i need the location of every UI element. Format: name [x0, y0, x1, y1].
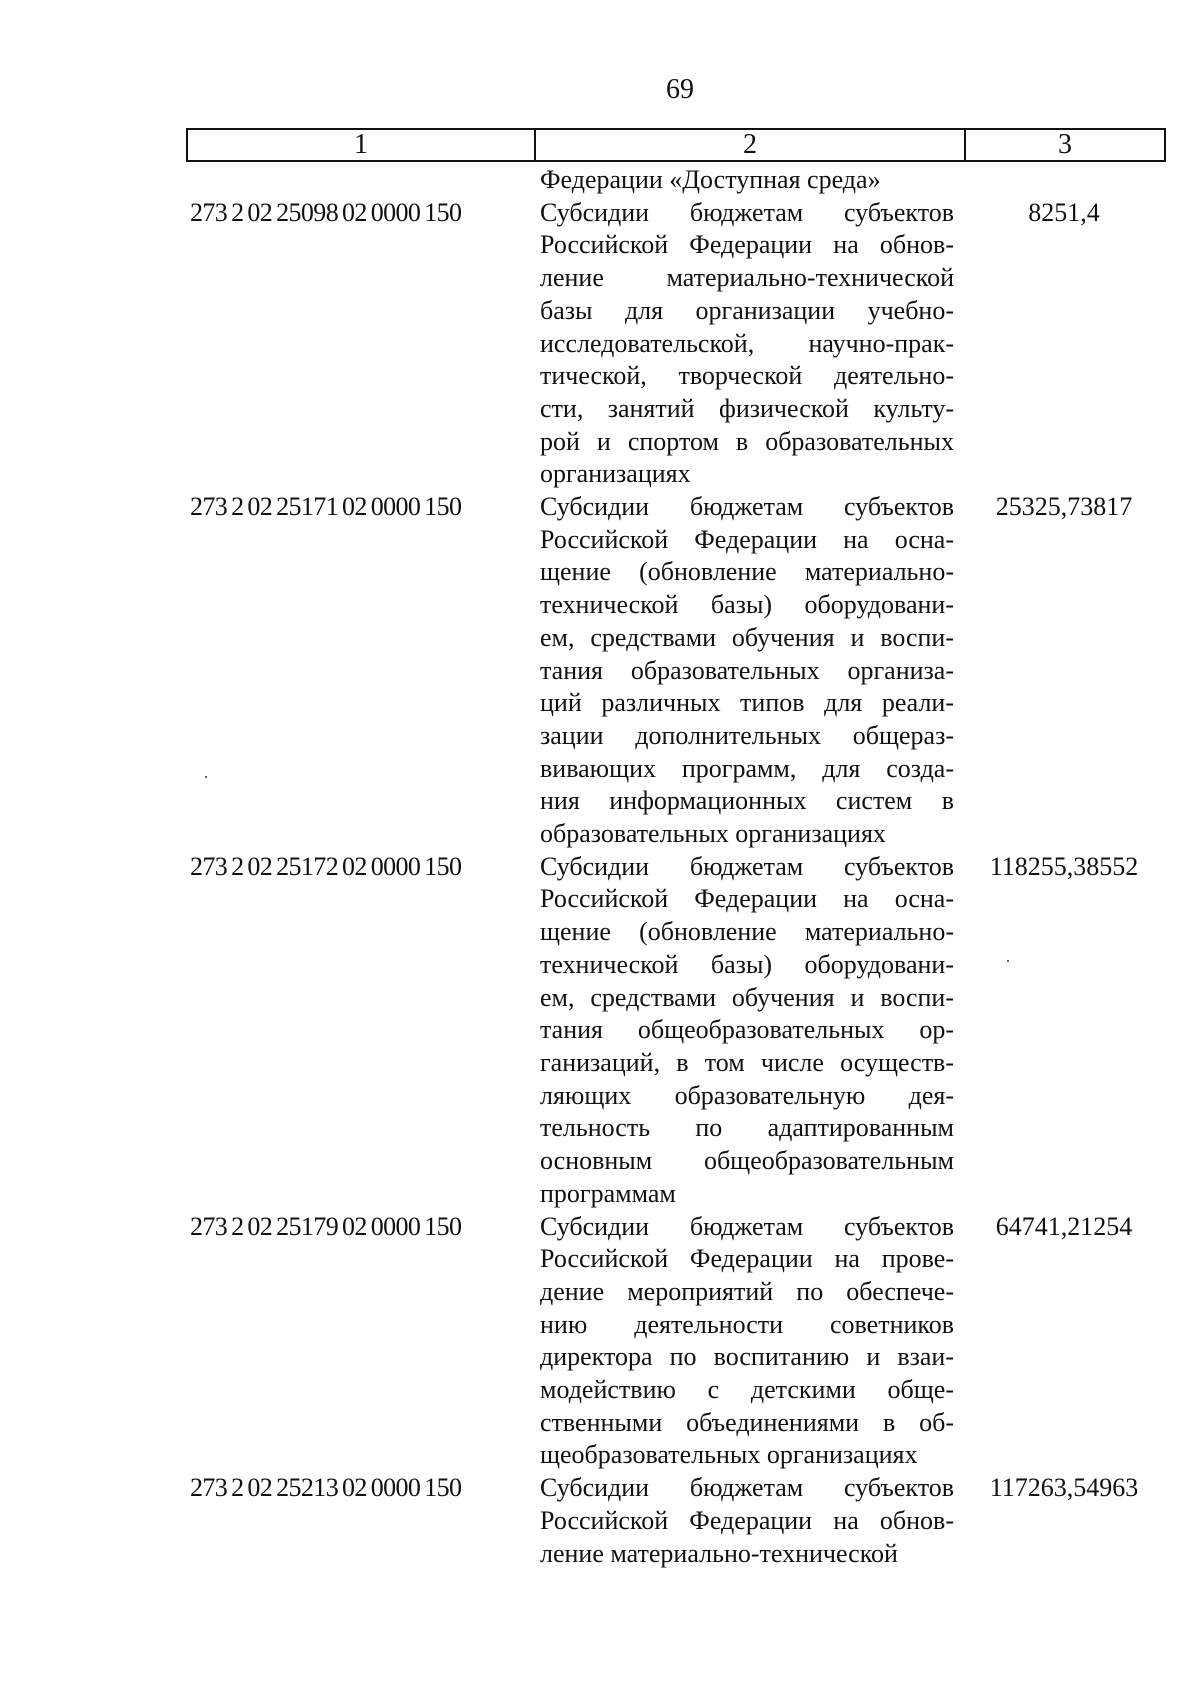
table-row — [186, 851, 1166, 1211]
description-line: ление материально-технической — [540, 263, 954, 293]
amount-cell: 64741,21254 — [995, 1211, 1133, 1241]
code-cell: 273 2 02 25213 02 0000 150 — [190, 1473, 462, 1503]
code-cell: 273 2 02 25179 02 0000 150 — [190, 1211, 462, 1241]
description-line: директора по воспитанию и взаи- — [540, 1342, 954, 1372]
description-line: сти, занятий физической культу- — [540, 393, 954, 423]
description-cell — [534, 851, 954, 1211]
description-line: ляющих образовательную дея- — [540, 1080, 954, 1110]
continuation-row — [186, 164, 1166, 197]
description-line: Субсидии бюджетам субъектов — [540, 492, 954, 522]
scan-speck — [1007, 960, 1009, 962]
header-col-1: 1 — [188, 130, 536, 160]
description-line: дение мероприятий по обеспече- — [540, 1276, 954, 1306]
description-line: ление материально-технической — [540, 1538, 898, 1568]
description-line: технической базы) оборудовани- — [540, 590, 954, 620]
description-line: щеобразовательных организациях — [540, 1440, 918, 1470]
scan-speck — [205, 776, 207, 778]
table-body — [186, 164, 1166, 1570]
header-col-2: 2 — [536, 130, 966, 160]
description-line: рой и спортом в образовательных — [540, 426, 954, 456]
description-line: тической, творческой деятельно- — [540, 361, 954, 391]
description-cell — [534, 197, 954, 491]
description-cell — [534, 1211, 954, 1473]
amount-cell: 117263,54963 — [989, 1473, 1139, 1503]
description-line: Субсидии бюджетам субъектов — [540, 1211, 954, 1241]
description-line: Субсидии бюджетам субъектов — [540, 197, 954, 227]
table-header — [186, 128, 1166, 162]
code-cell: 273 2 02 25172 02 0000 150 — [190, 851, 462, 881]
description-line: ния информационных систем в — [540, 786, 954, 816]
description-line: щение (обновление материально- — [540, 557, 954, 587]
description-line: модействию с детскими обще- — [540, 1375, 954, 1405]
description-line: щение (обновление материально- — [540, 917, 954, 947]
continuation-text — [534, 164, 954, 197]
description-line: Субсидии бюджетам субъектов — [540, 1473, 954, 1503]
description-line: Российской Федерации на осна- — [540, 884, 954, 914]
description-line: Субсидии бюджетам субъектов — [540, 851, 954, 881]
description-cell — [534, 491, 954, 851]
description-line: ем, средствами обучения и воспи- — [540, 982, 954, 1012]
description-line: программам — [540, 1178, 676, 1208]
description-line: Российской Федерации на обнов- — [540, 230, 954, 260]
description-line: образовательных организациях — [540, 819, 886, 849]
page-number: 69 — [666, 74, 694, 105]
description-line: основным общеобразовательным — [540, 1146, 954, 1176]
description-line: Федерации «Доступная среда» — [540, 165, 881, 194]
description-line: тания образовательных организа- — [540, 655, 954, 685]
amount-cell: 8251,4 — [1028, 197, 1100, 227]
description-line: организациях — [540, 459, 691, 489]
description-line: исследовательской, научно-прак- — [540, 328, 954, 358]
description-line: технической базы) оборудовани- — [540, 949, 954, 979]
description-line: ганизаций, в том числе осуществ- — [540, 1047, 954, 1077]
rows-container — [186, 197, 1166, 1571]
description-line: Российской Федерации на осна- — [540, 524, 954, 554]
description-line: Российской Федерации на обнов- — [540, 1505, 954, 1535]
description-line: базы для организации учебно- — [540, 295, 954, 325]
table-row — [186, 1472, 1166, 1570]
code-cell: 273 2 02 25098 02 0000 150 — [190, 197, 462, 227]
amount-cell: 118255,38552 — [989, 851, 1139, 881]
description-line: нию деятельности советников — [540, 1309, 954, 1339]
table-row — [186, 491, 1166, 851]
amount-cell: 25325,73817 — [995, 492, 1133, 522]
description-line: вивающих программ, для созда- — [540, 753, 954, 783]
description-line: ций различных типов для реали- — [540, 688, 954, 718]
description-line: Российской Федерации на прове- — [540, 1244, 954, 1274]
code-cell: 273 2 02 25171 02 0000 150 — [190, 492, 462, 522]
table-row — [186, 1211, 1166, 1473]
description-cell — [534, 1472, 954, 1570]
description-line: тания общеобразовательных ор- — [540, 1015, 954, 1045]
description-line: тельность по адаптированным — [540, 1113, 954, 1143]
description-line: ем, средствами обучения и воспи- — [540, 622, 954, 652]
description-line: ственными объединениями в об- — [540, 1407, 954, 1437]
table-row — [186, 197, 1166, 491]
description-line: зации дополнительных общераз- — [540, 720, 954, 750]
header-col-3: 3 — [1058, 129, 1072, 160]
